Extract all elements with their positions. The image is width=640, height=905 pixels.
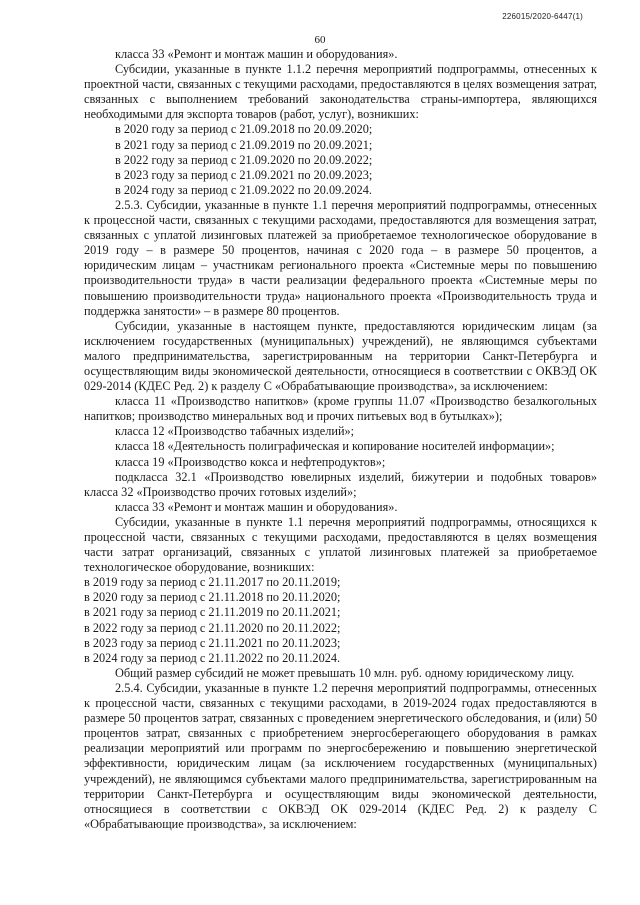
paragraph: в 2023 году за период с 21.11.2021 по 20.11.2023; bbox=[84, 635, 341, 650]
document-number: 226015/2020-6447(1) bbox=[502, 12, 583, 21]
document-body bbox=[84, 47, 597, 832]
paragraph: подкласса 32.1 «Производство ювелирных изделий, бижутерии и подобных товаров» класса 32 «Производство прочих готовых изделий»; bbox=[84, 469, 597, 499]
paragraph: в 2020 году за период с 21.09.2018 по 20.09.2020; bbox=[115, 122, 373, 137]
paragraph: Субсидии, указанные в пункте 1.1 перечня мероприятий подпрограммы, относящихся к процессной части, связанных с текущими расходами, предоставляются в целях возмещения части затрат организаций, связанных с уплатой лизинговых платежей за приобретаемое технологическое оборудование, возникших: bbox=[84, 514, 597, 575]
paragraph: в 2019 году за период с 21.11.2017 по 20.11.2019; bbox=[84, 575, 341, 590]
paragraph: в 2022 году за период с 21.11.2020 по 20.11.2022; bbox=[84, 620, 341, 635]
paragraph: класса 19 «Производство кокса и нефтепродуктов»; bbox=[115, 454, 386, 469]
paragraph: в 2021 году за период с 21.09.2019 по 20.09.2021; bbox=[115, 137, 373, 152]
paragraph: в 2022 году за период с 21.09.2020 по 20.09.2022; bbox=[115, 152, 373, 167]
paragraph: в 2024 году за период с 21.11.2022 по 20.11.2024. bbox=[84, 650, 341, 665]
paragraph: класса 33 «Ремонт и монтаж машин и оборудования». bbox=[115, 47, 398, 61]
paragraph: в 2020 году за период с 21.11.2018 по 20.11.2020; bbox=[84, 590, 341, 605]
paragraph: в 2021 году за период с 21.11.2019 по 20.11.2021; bbox=[84, 605, 341, 620]
paragraph: класса 11 «Производство напитков» (кроме группы 11.07 «Производство безалкогольных напитков; производство минеральных вод и прочих питьевых вод в бутылках»); bbox=[84, 394, 597, 424]
paragraph: класса 33 «Ремонт и монтаж машин и оборудования». bbox=[115, 499, 398, 514]
page-number: 60 bbox=[314, 34, 326, 46]
paragraph: Субсидии, указанные в настоящем пункте, предоставляются юридическим лицам (за исключением государственных (муниципальных) учреждений), не являющимся субъектами малого предпринимательства, зарегистрированным на территории Санкт-Петербурга и осуществляющим виды экономической деятельности, относящиеся в соответствии с ОКВЭД ОК 029-2014 (КДЕС Ред. 2) к разделу С «Обрабатывающие производства», за исключением: bbox=[84, 318, 597, 394]
paragraph: в 2024 году за период с 21.09.2022 по 20.09.2024. bbox=[115, 182, 372, 197]
paragraph: Общий размер субсидий не может превышать 10 млн. руб. одному юридическому лицу. bbox=[115, 665, 575, 680]
paragraph: Субсидии, указанные в пункте 1.1.2 перечня мероприятий подпрограммы, отнесенных к проектной части, связанных с текущими расходами, предоставляются в целях возмещения затрат, связанных с выполнением требований законодательства страны-импортера, являющихся необходимыми для экспорта товаров (работ, услуг), возникших: bbox=[84, 62, 597, 122]
paragraph: класса 12 «Производство табачных изделий»; bbox=[115, 424, 355, 439]
paragraph: в 2023 году за период с 21.09.2021 по 20.09.2023; bbox=[115, 167, 373, 182]
paragraph: 2.5.3. Субсидии, указанные в пункте 1.1 перечня мероприятий подпрограммы, отнесенных к процессной части, связанных с текущими расходами, предоставляются для возмещения затрат, связанных с уплатой лизинговых платежей за приобретаемое технологическое оборудование в 2019 году – в размере 50 процентов, начиная с 2020 года – в размере 50 процентов, а юридическим лицам – участникам регионального проекта «Системные меры по повышению производительности труда» в части реализации федерального проекта «Системные меры по повышению производительности труда» национального проекта «Производительность труда и поддержка занятости» – в размере 80 процентов. bbox=[84, 197, 597, 318]
paragraph: 2.5.4. Субсидии, указанные в пункте 1.2 перечня мероприятий подпрограммы, отнесенных к процессной части, связанных с текущими расходами, в 2019-2024 годах предоставляются в размере 50 процентов затрат, связанных с проведением энергетического обследования, и (или) 50 процентов затрат, связанных с приобретением энергосберегающего оборудования в рамках реализации мероприятий или программ по энергосбережению и повышению энергетической эффективности, юридическим лицам (за исключением государственных (муниципальных) учреждений), не являющимся субъектами малого предпринимательства, зарегистрированным на территории Санкт-Петербурга и осуществляющим виды экономической деятельности, относящиеся в соответствии с ОКВЭД ОК 029-2014 (КДЕС Ред. 2) к разделу С «Обрабатывающие производства», за исключением: bbox=[84, 680, 597, 831]
paragraph: класса 18 «Деятельность полиграфическая и копирование носителей информации»; bbox=[115, 439, 555, 454]
